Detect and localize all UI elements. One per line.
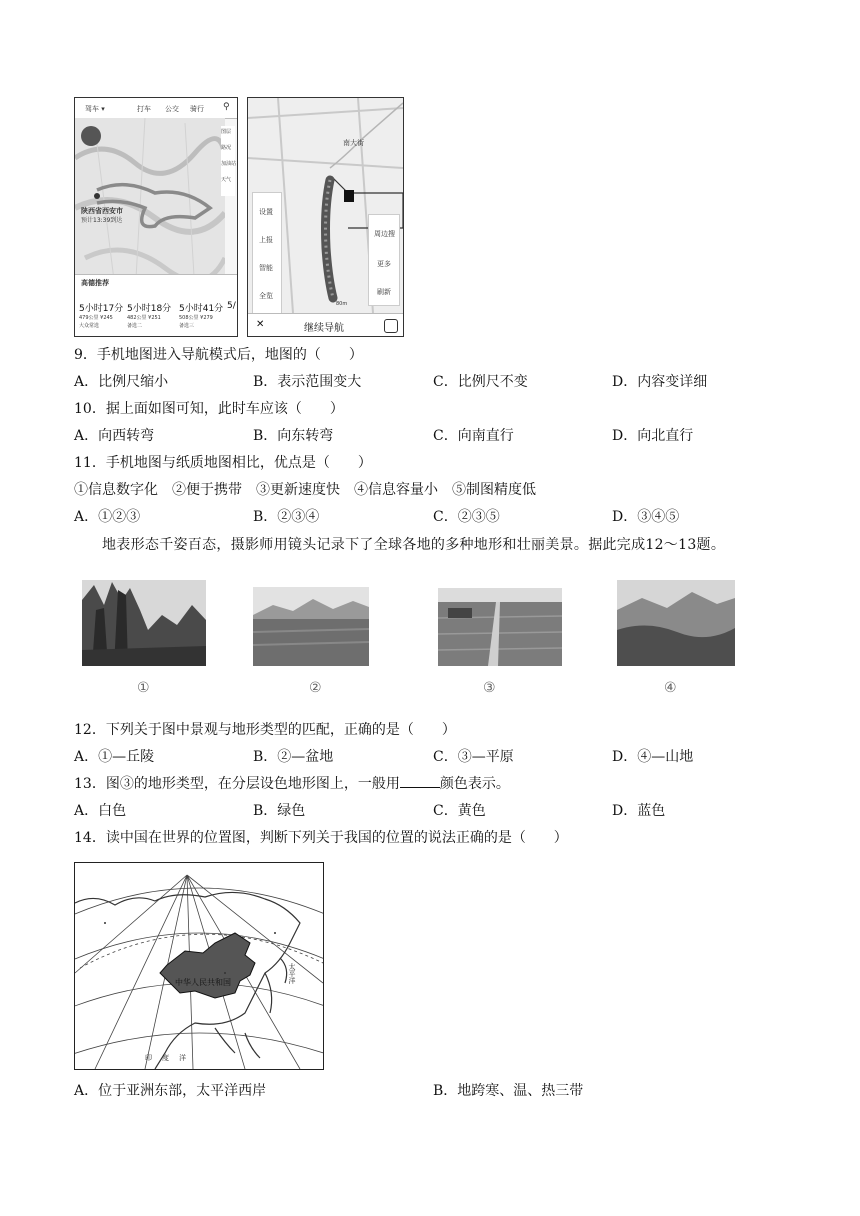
phone-navigation-screenshot-right <box>247 97 404 337</box>
q9-option-d: D．内容变详细 <box>612 374 708 390</box>
bottom-bar <box>248 313 403 337</box>
q11-option-c: C．②③⑤ <box>433 509 500 525</box>
tab-taxi[interactable]: 打车 <box>137 105 151 113</box>
china-label: 中华人民共和国 <box>175 978 231 987</box>
location-eta: 预计13:39到达 <box>81 217 123 224</box>
question-12: 12．下列关于图中景观与地形类型的匹配，正确的是（ ） <box>74 722 456 738</box>
q13-option-a: A．白色 <box>74 803 127 819</box>
q12-option-b: B．②—盆地 <box>253 749 334 765</box>
q9-option-a: A．比例尺缩小 <box>74 374 169 390</box>
pacific-label: 太平洋 <box>288 963 296 984</box>
tab-drive[interactable]: 驾车 ▾ <box>85 105 105 113</box>
nearby-search-button[interactable]: 周边搜 <box>374 230 395 238</box>
route-recommend-label: 高德推荐 <box>81 279 109 287</box>
landscape-photo-1 <box>82 580 206 666</box>
route-time: 5小时41分 <box>179 304 224 314</box>
route-option-3[interactable] <box>179 301 224 335</box>
tab-bus[interactable]: 公交 <box>165 105 179 113</box>
side-item-layers[interactable]: 图层 <box>221 129 232 135</box>
landscape-photo-2 <box>253 587 369 666</box>
tab-bike[interactable]: 骑行 <box>190 105 204 113</box>
route-tag: 备选三 <box>179 323 195 329</box>
refresh-button[interactable]: 刷新 <box>377 288 391 296</box>
q13-text-before: 13．图③的地形类型，在分层设色地形图上，一般用 <box>74 776 400 792</box>
place-label: 南大街 <box>343 139 364 147</box>
photo-label-1: ① <box>137 680 150 696</box>
photo-label-4: ④ <box>664 680 677 696</box>
question-13 <box>74 775 510 793</box>
phone-map-screenshot-left <box>74 97 238 337</box>
route-option-1[interactable] <box>79 301 124 335</box>
landscape-photo-4 <box>617 580 735 666</box>
question-10: 10．据上面如图可知，此时车应该（ ） <box>74 401 344 417</box>
avatar[interactable] <box>81 126 101 146</box>
photo-label-3: ③ <box>483 680 496 696</box>
q12-option-a: A．①—丘陵 <box>74 749 155 765</box>
q11-statements: ①信息数字化 ②便于携带 ③更新速度快 ④信息容量小 ⑤制图精度低 <box>74 482 536 498</box>
side-item-weather[interactable]: 天气 <box>221 177 232 183</box>
q12-option-c: C．③—平原 <box>433 749 514 765</box>
route-tag: 大众常选 <box>79 323 100 329</box>
route-detail: 508公里 ¥279 <box>179 315 213 321</box>
voice-button[interactable]: 智能 <box>259 264 273 272</box>
side-item-gas[interactable]: 加油站 <box>221 161 237 167</box>
q12-option-d: D．④—山地 <box>612 749 694 765</box>
q11-option-a: A．①②③ <box>74 509 141 525</box>
side-toolbar <box>221 126 235 196</box>
indian-ocean-label: 印度洋 <box>145 1054 196 1062</box>
q13-text-after: 颜色表示。 <box>439 776 510 792</box>
q11-option-b: B．②③④ <box>253 509 320 525</box>
photo-label-2: ② <box>309 680 322 696</box>
question-14: 14．读中国在世界的位置图，判断下列关于我国的位置的说法正确的是（ ） <box>74 830 568 846</box>
settings-button[interactable]: 设置 <box>259 208 273 216</box>
right-button-column <box>368 214 400 306</box>
question-11: 11．手机地图与纸质地图相比，优点是（ ） <box>74 455 372 471</box>
route-detail: 482公里 ¥251 <box>127 315 161 321</box>
close-icon[interactable]: ✕ <box>256 319 265 330</box>
route-panel <box>75 274 237 337</box>
route-time: 5小时18分 <box>127 304 172 314</box>
more-button[interactable]: 更多 <box>377 260 391 268</box>
q10-option-b: B．向东转弯 <box>253 428 334 444</box>
q9-option-c: C．比例尺不变 <box>433 374 528 390</box>
route-time: 5小时17分 <box>79 304 124 314</box>
landscape-photo-3 <box>438 588 562 666</box>
tab-bar <box>75 98 237 119</box>
q13-blank <box>400 775 440 788</box>
report-button[interactable]: 上报 <box>259 236 273 244</box>
assistant-icon[interactable] <box>384 319 398 333</box>
q13-option-c: C．黄色 <box>433 803 486 819</box>
question-9: 9．手机地图进入导航模式后，地图的（ ） <box>74 347 363 363</box>
q10-option-d: D．向北直行 <box>612 428 694 444</box>
intro-12-13: 地表形态千姿百态，摄影师用镜头记录下了全球各地的多种地形和壮丽美景。据此完成12～13题。 <box>102 537 726 553</box>
side-item-traffic[interactable]: 路况 <box>221 145 232 151</box>
route-option-2[interactable] <box>127 301 172 335</box>
q13-option-b: B．绿色 <box>253 803 306 819</box>
overview-button[interactable]: 全览 <box>259 292 273 300</box>
route-tag: 备选二 <box>127 323 143 329</box>
map-scale: 80m <box>336 301 348 307</box>
q9-option-b: B．表示范围变大 <box>253 374 362 390</box>
china-world-position-map <box>74 862 324 1070</box>
q14-option-b: B．地跨寒、温、热三带 <box>433 1083 584 1099</box>
search-icon[interactable]: ⚲ <box>223 102 230 112</box>
route-option-4-partial[interactable]: 5/ <box>227 301 236 311</box>
route-detail: 479公里 ¥245 <box>79 315 113 321</box>
left-button-column <box>252 192 282 314</box>
q11-option-d: D．③④⑤ <box>612 509 680 525</box>
location-pin-label: 陕西省西安市 <box>81 207 123 215</box>
q13-option-d: D．蓝色 <box>612 803 666 819</box>
q10-option-c: C．向南直行 <box>433 428 514 444</box>
continue-navigation-button[interactable]: 继续导航 <box>304 323 344 334</box>
q10-option-a: A．向西转弯 <box>74 428 155 444</box>
q14-option-a: A．位于亚洲东部，太平洋西岸 <box>74 1083 267 1099</box>
